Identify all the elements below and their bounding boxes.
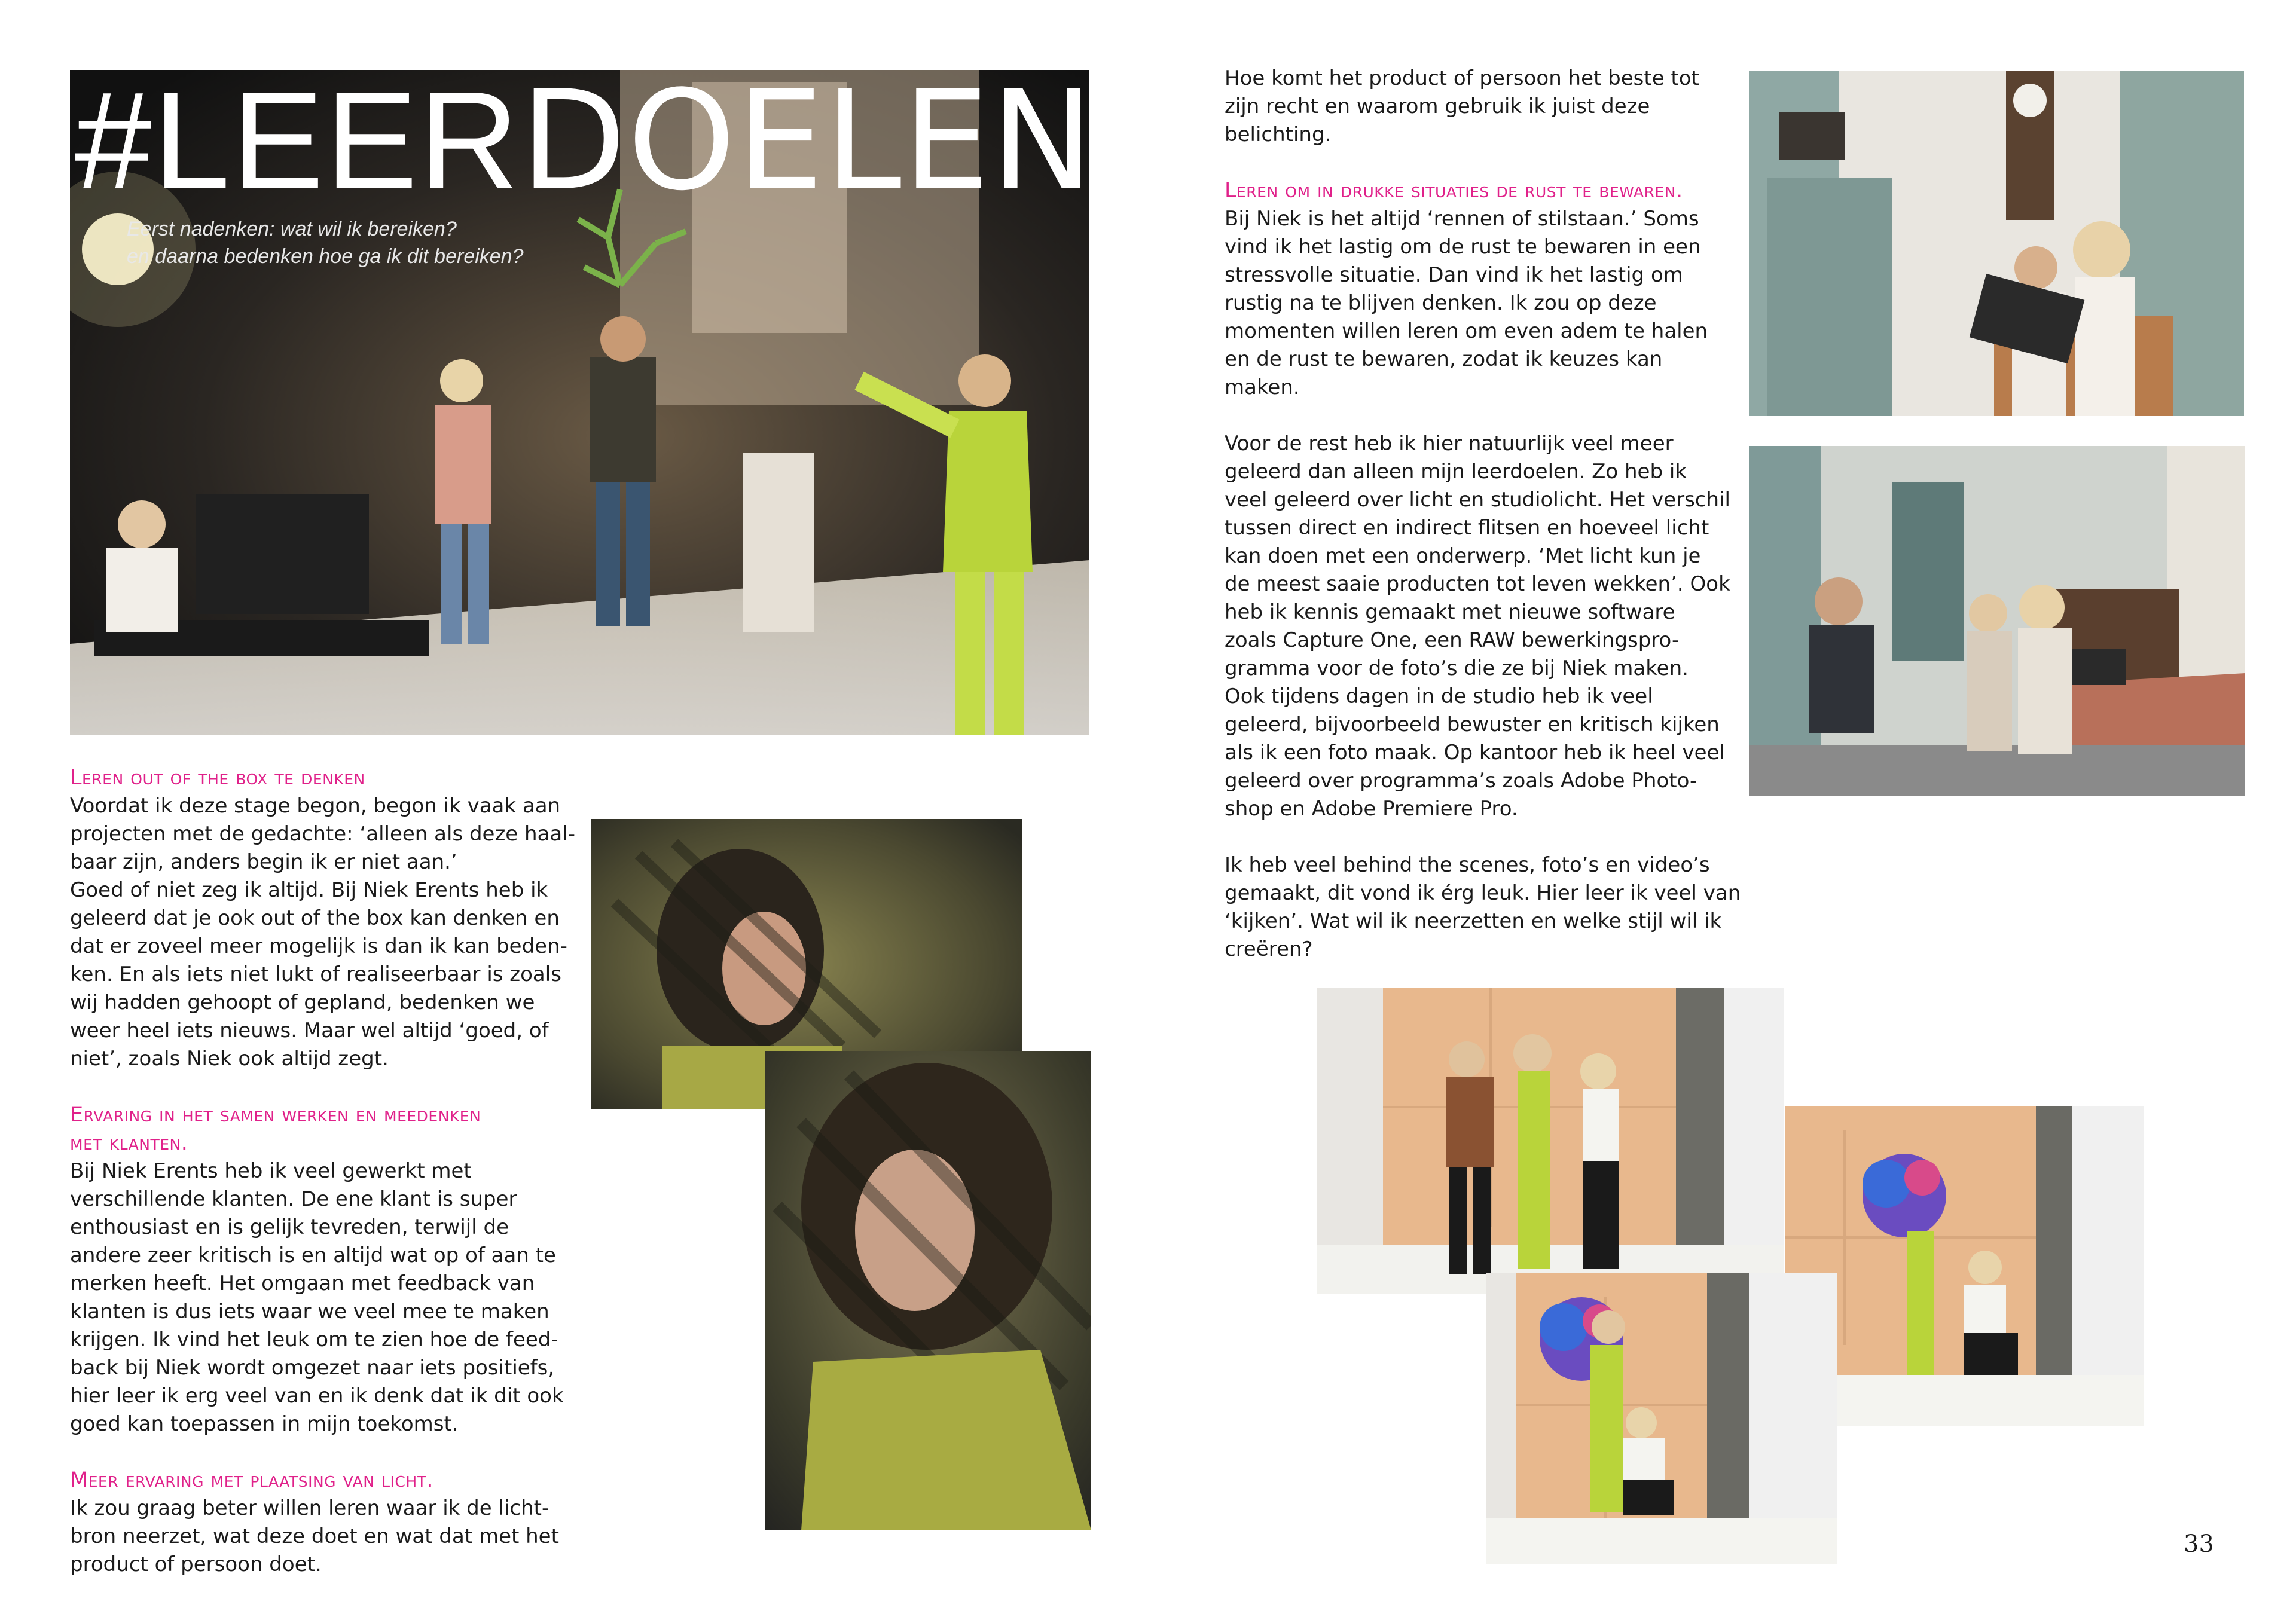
left-text-column [70, 764, 596, 1579]
hero-subtitle-line2: en daarna bedenken hoe ga ik dit bereiken? [127, 245, 524, 268]
portrait-photo-2 [765, 1051, 1091, 1530]
studio-flowers-photo-3 [1486, 1273, 1837, 1564]
page-number: 33 [2184, 1530, 2214, 1558]
body-plaatsing-licht: Ik zou graag beter willen leren waar ik de licht- bron neerzet, wat deze doet en wat dat met het product of persoon doet. [70, 1496, 559, 1576]
heading-samen-werken: Ervaring in het samen werken en meedenken met klanten. [70, 1103, 481, 1155]
studio-flowers-photo-1 [1317, 988, 1784, 1294]
body-voor-de-rest: Voor de rest heb ik hier natuurlijk veel meer geleerd dan alleen mijn leerdoelen. Zo heb ik veel geleerd over licht en studiolicht. Het verschil tussen direct en indirect flitsen en hoeveel licht kan doen met een onderwerp. ‘Met licht kun je de meest saaie producten tot leven wekken’. Ook heb ik kennis gemaakt met nieuwe software zoals Capture One, een RAW bewerkingspro- gramma voor de foto’s die ze bij Niek maken. Ook tijdens dagen in de studio heb ik veel geleerd, bijvoorbeeld bewuster en kritisch kijken als ik een foto maak. Op kantoor heb ik heel veel geleerd over programma’s zoals Adobe Photo- shop en Adobe Premiere Pro. [1225, 432, 1730, 821]
hero-subtitle [127, 215, 524, 270]
office-laptop-photo [1749, 71, 2244, 416]
body-out-of-the-box: Voordat ik deze stage begon, begon ik vaak aan projecten met de gedachte: ‘alleen als deze haal- baar zijn, anders begin ik er niet aan.’ Goed of niet zeg ik altijd. Bij Niek Erents heb ik geleerd dat je ook out of the box kan denken en dat er zoveel meer mogelijk is dan ik kan beden- ken. En als iets niet lukt of realiseerbaar is zoals wij hadden gehoopt of gepland, bedenken we weer heel iets nieuws. Maar wel altijd ‘goed, of niet’, zoals Niek ook altijd zegt. [70, 794, 575, 1071]
hero-subtitle-line1: Eerst nadenken: wat wil ik bereiken? [127, 218, 457, 240]
right-text-column [1225, 65, 1763, 964]
hero-title-light: #LEER [75, 63, 521, 218]
office-meeting-photo [1749, 446, 2245, 796]
hero-title [75, 62, 1095, 221]
body-rust-bewaren: Bij Niek is het altijd ‘rennen of stilstaan.’ Soms vind ik het lastig om de rust te bewaren in een stressvolle situatie. Dan vind ik het lastig om rustig na te blijven denken. Ik zou op deze momenten willen leren om even adem te halen en de rust te bewaren, zodat ik keuzes kan maken. [1225, 207, 1708, 399]
body-behind-the-scenes: Ik heb veel behind the scenes, foto’s en video’s gemaakt, dit vond ik érg leuk. Hier leer ik veel van ‘kijken’. Wat wil ik neerzetten en welke stijl wil ik creëren? [1225, 853, 1741, 961]
heading-plaatsing-licht: Meer ervaring met plaatsing van licht. [70, 1468, 434, 1492]
body-samen-werken: Bij Niek Erents heb ik veel gewerkt met verschillende klanten. De ene klant is super enthousiast en is gelijk tevreden, terwijl de andere zeer kritisch is en altijd wat op of aan te merken heeft. Het omgaan met feedback van klanten is dus iets waar we veel mee te maken krijgen. Ik vind het leuk om te zien hoe de feed- back bij Niek wordt omgezet naar iets positiefs, hier leer ik erg veel van en ik denk dat ik dit ook goed kan toepassen in mijn toekomst. [70, 1159, 564, 1436]
hero-title-bold: DOELEN [520, 62, 1095, 221]
body-intro: Hoe komt het product of persoon het beste tot zijn recht en waarom gebruik ik juist deze belichting. [1225, 66, 1699, 146]
studio-flowers-photo-2 [1785, 1106, 2144, 1426]
heading-rust-bewaren: Leren om in drukke situaties de rust te bewaren. [1225, 179, 1683, 203]
heading-out-of-the-box: Leren out of the box te denken [70, 766, 365, 790]
